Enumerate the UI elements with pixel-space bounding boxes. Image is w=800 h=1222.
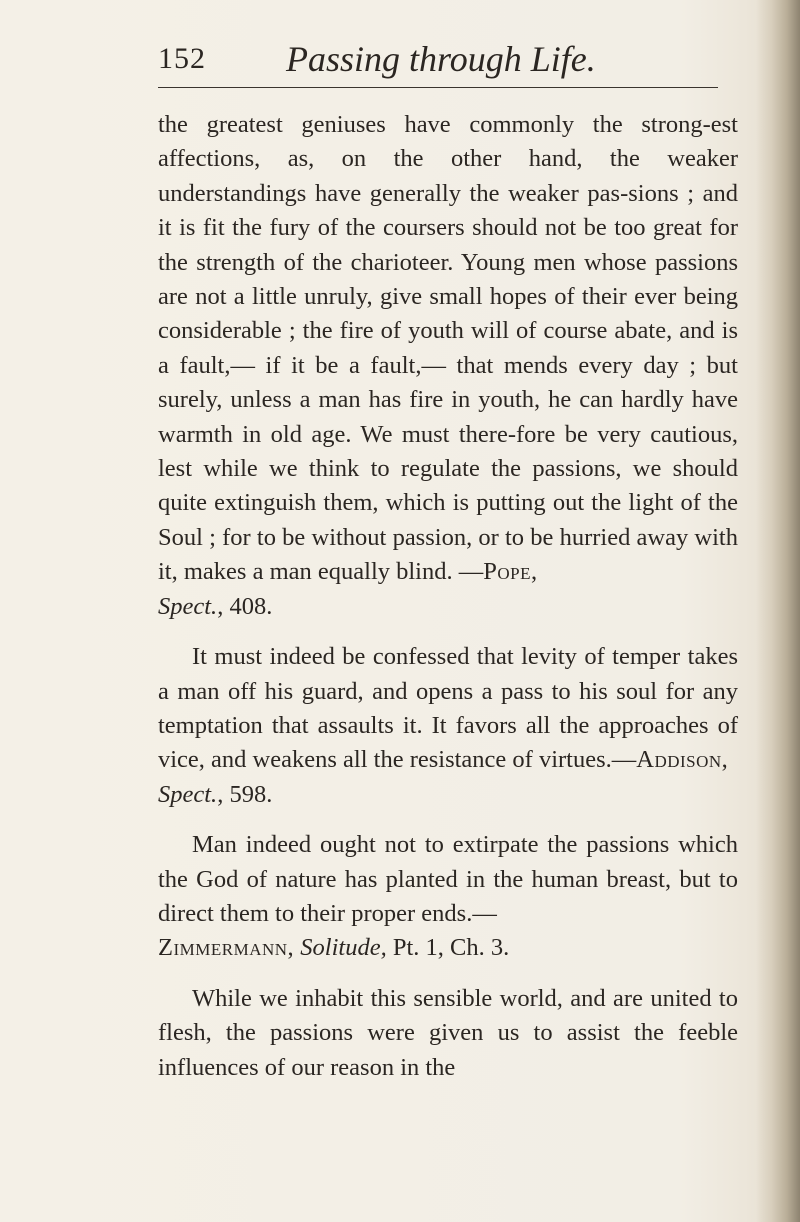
paragraph-text: While we inhabit this sensible world, and are united to flesh, the passions were given us to assist the feeble influences of our reason in the	[158, 984, 738, 1081]
paragraph-text: It must indeed be confessed that levity of temper takes a man off his guard, and opens a pass to his soul for any temptation that assaults it. It favors all the approaches of vice, and weakens all the resistance of virtues.—	[158, 643, 738, 774]
page-binding-shadow	[756, 0, 800, 1222]
paragraph-text: Man indeed ought not to extirpate the passions which the God of nature has planted in the human breast, but to direct them to their proper ends.—	[158, 831, 738, 927]
citation-source: Spect.	[158, 592, 218, 620]
citation-source: Solitude,	[300, 934, 387, 962]
page-header	[158, 38, 718, 88]
citation-ref: , 598.	[217, 780, 273, 808]
citation-source: Spect.	[158, 780, 218, 808]
page-body	[158, 108, 738, 1085]
header-rule	[158, 87, 718, 88]
paragraph-text: the greatest geniuses have commonly the strong-est affections, as, on the other hand, the weaker understandings have generally the weaker pas-sions ; and it is fit the fury of the coursers should not be too great for the strength of the charioteer. Young men whose passions are not a little unruly, give small hopes of their ever being considerable ; the fire of youth will of course abate, and is a fault,— if it be a fault,— that mends every day ; but surely, unless a man has fire in youth, he can hardly have warmth in old age. We must there-fore be very cautious, lest while we think to regulate the passions, we should quite extinguish them, which is putting out the light of the Soul ; for to be without passion, or to be hurried away with it, makes a man equally blind. —	[158, 111, 738, 586]
paragraph-1	[158, 108, 738, 624]
citation-author: Addison,	[636, 746, 729, 774]
paragraph-2	[158, 640, 738, 812]
citation-author: Pope,	[483, 558, 538, 586]
citation-ref: Pt. 1, Ch. 3.	[386, 934, 510, 962]
citation-author: Zimmermann,	[158, 934, 295, 962]
running-title: Passing through Life.	[286, 39, 596, 79]
page-number: 152	[158, 42, 206, 75]
citation-ref: , 408.	[217, 592, 273, 620]
paragraph-4	[158, 982, 738, 1085]
paragraph-3	[158, 828, 738, 966]
